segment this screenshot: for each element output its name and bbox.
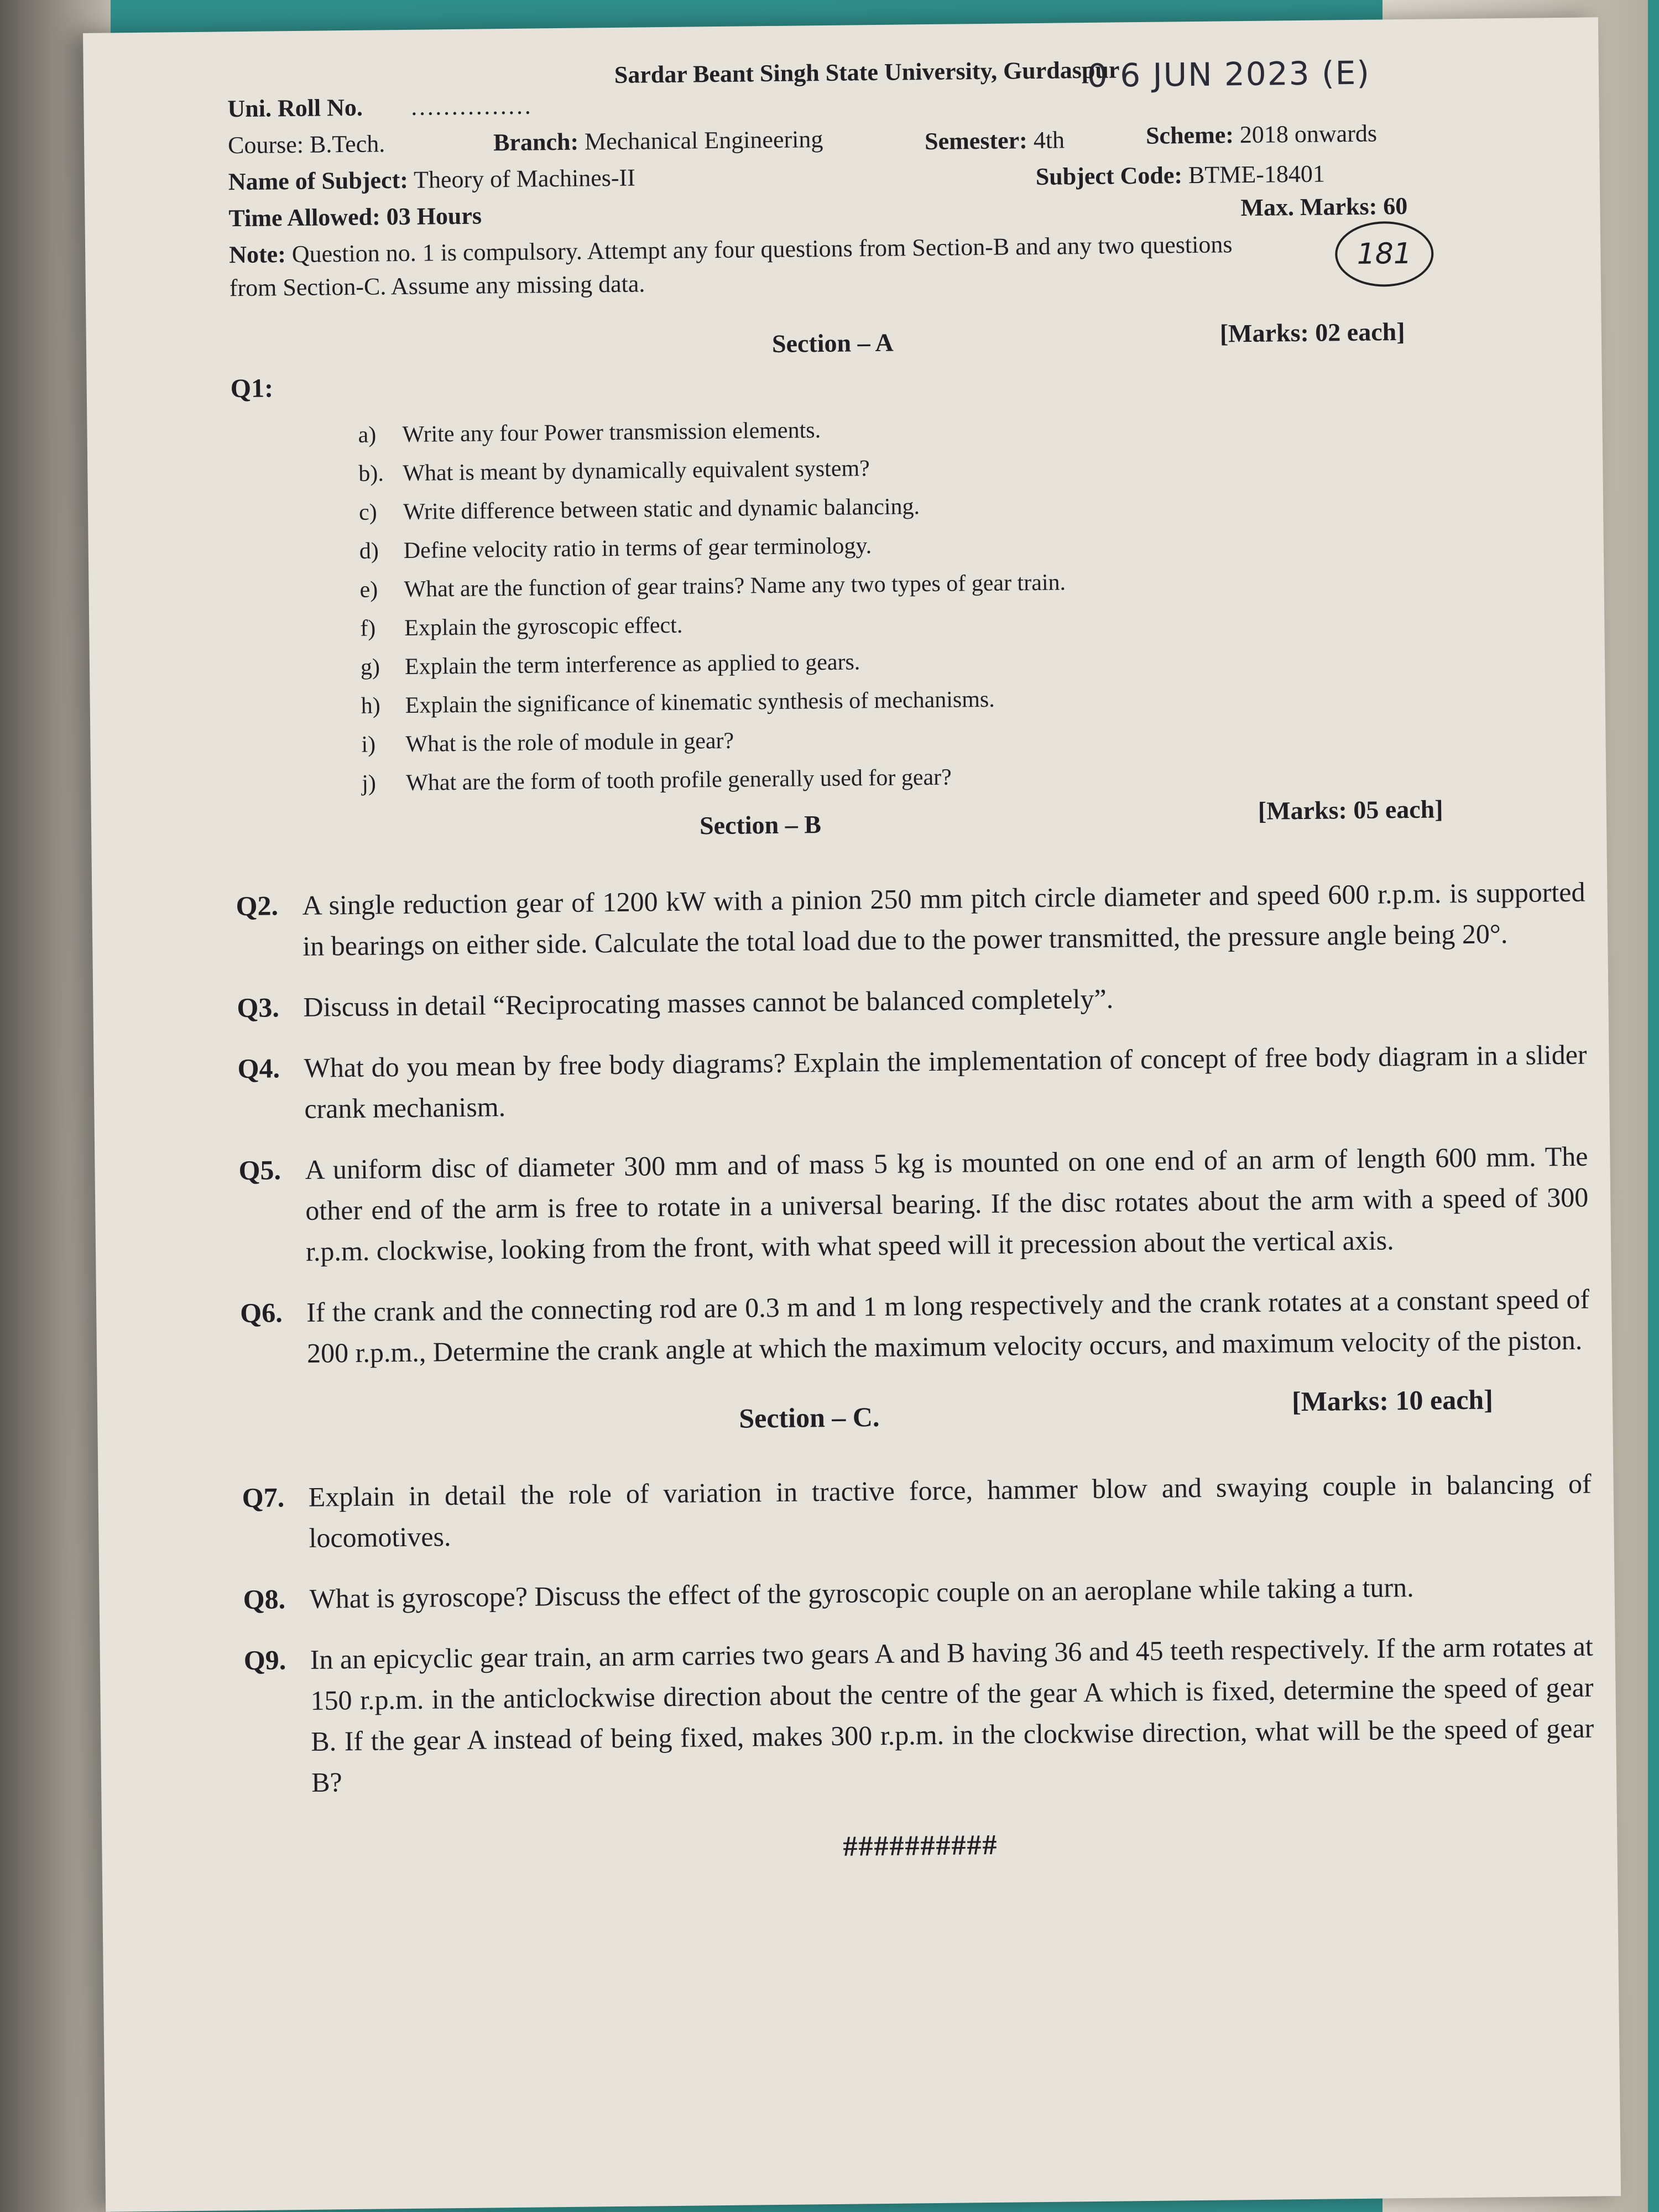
- question: [238, 1136, 1589, 1273]
- paper-content: [227, 51, 1595, 1869]
- branch: [493, 125, 823, 156]
- q1-item-text: Explain the term interference as applied to gears.: [404, 649, 860, 680]
- q1-item-text: Write any four Power transmission elements.: [402, 418, 821, 447]
- question: [243, 1626, 1594, 1804]
- question-number: Q7.: [242, 1481, 285, 1514]
- q1-item-text: Write difference between static and dynamic balancing.: [403, 494, 920, 525]
- course: Course: B.Tech.: [227, 130, 385, 159]
- q1-item-label: h): [361, 693, 381, 719]
- section-a-title: Section – A: [771, 328, 894, 358]
- scheme: [1146, 119, 1377, 150]
- semester: [925, 126, 1065, 155]
- question-number: Q5.: [238, 1154, 281, 1186]
- note-text-1: Question no. 1 is compulsory. Attempt any four questions from Section-B and any two questions: [291, 231, 1233, 268]
- q1-item-label: g): [360, 654, 380, 680]
- question-text: A single reduction gear of 1200 kW with a pinion 250 mm pitch circle diameter and speed 600 r.p.m. is supported in bearings on either side. Calculate the total load due to the power transmitted, the pressure angle being 20°.: [302, 876, 1585, 962]
- q1-item-label: b).: [358, 461, 384, 487]
- marks-value: 60: [1383, 192, 1408, 220]
- question-number: Q4.: [237, 1052, 280, 1084]
- note-line-2: from Section-C. Assume any missing data.: [229, 270, 645, 302]
- section-c-header: [241, 1384, 1591, 1458]
- question-text: Explain in detail the role of variation in tractive force, hammer blow and swaying couple in balancing of locomotives.: [308, 1468, 1592, 1553]
- q1-items: [231, 409, 1584, 811]
- scheme-value: 2018 onwards: [1239, 119, 1378, 149]
- q1-item-text: What are the form of tooth profile generally used for gear?: [405, 764, 952, 796]
- question-text: If the crank and the connecting rod are 0.3 m and 1 m long respectively and the crank rotates at a constant speed of 200 r.p.m., Determine the crank angle at which the maximum velocity occurs, and maximum velocity of the piston.: [306, 1283, 1590, 1369]
- university-name: Sardar Beant Singh State University, Gurdaspur: [614, 56, 1120, 88]
- time-value: 03 Hours: [386, 202, 482, 231]
- section-c-questions: [242, 1463, 1594, 1804]
- circled-number: 181: [1335, 221, 1434, 287]
- question-text: A uniform disc of diameter 300 mm and of mass 5 kg is mounted on one end of an arm of length 600 mm. The other end of the arm is free to rotate in a universal bearing. If the disc rotates about the arm with a speed of 300 r.p.m. clockwise, looking from the front, with what speed will it precession about the vertical axis.: [305, 1140, 1589, 1267]
- q1-item-label: d): [359, 538, 379, 564]
- note-label: Note:: [228, 241, 286, 269]
- subject: [228, 164, 635, 196]
- end-of-paper-mark: ##########: [843, 1829, 998, 1863]
- roll-label: Uni. Roll No.: [227, 93, 363, 123]
- question-text: What do you mean by free body diagrams? Explain the implementation of concept of free body diagram in a slider crank mechanism.: [304, 1039, 1587, 1124]
- branch-value: Mechanical Engineering: [584, 125, 823, 155]
- question: [243, 1565, 1593, 1620]
- stamp-mark: (E): [1321, 54, 1371, 92]
- section-b-title: Section – B: [699, 810, 822, 840]
- max-marks: [1240, 192, 1407, 222]
- code-label: Subject Code:: [1035, 161, 1183, 190]
- section-c-marks: [Marks: 10 each]: [1291, 1384, 1494, 1417]
- exam-paper: [83, 17, 1621, 2211]
- scheme-label: Scheme:: [1145, 121, 1234, 149]
- subject-value: Theory of Machines-II: [413, 164, 636, 194]
- question: [236, 872, 1585, 968]
- q1-label: Q1:: [230, 373, 274, 404]
- question-number: Q2.: [236, 890, 279, 922]
- q1-item-text: What are the function of gear trains? Name any two types of gear train.: [404, 570, 1066, 602]
- q1-item-label: f): [360, 615, 376, 641]
- time-label: Time Allowed:: [228, 203, 380, 232]
- question-number: Q8.: [243, 1583, 286, 1615]
- section-b-marks: [Marks: 05 each]: [1258, 795, 1443, 825]
- section-a-marks: [Marks: 02 each]: [1219, 317, 1405, 348]
- q1-item-label: a): [358, 422, 377, 448]
- branch-label: Branch:: [493, 128, 579, 156]
- time-allowed: [228, 201, 482, 232]
- semester-value: 4th: [1033, 126, 1065, 154]
- q1-item-text: Define velocity ratio in terms of gear terminology.: [403, 533, 872, 564]
- question-number: Q3.: [237, 992, 280, 1024]
- roll-value: ……………: [410, 92, 532, 121]
- q1-item-text: Explain the gyroscopic effect.: [404, 612, 683, 641]
- section-b-questions: [236, 872, 1590, 1375]
- question: [237, 973, 1587, 1029]
- section-c-title: Section – C.: [739, 1401, 880, 1434]
- question-text: Discuss in detail “Reciprocating masses cannot be balanced completely”.: [303, 983, 1114, 1022]
- question: [242, 1463, 1592, 1559]
- question-number: Q6.: [239, 1297, 283, 1329]
- subject-code: [1036, 159, 1326, 190]
- question: [237, 1034, 1587, 1130]
- q1-item-label: c): [358, 499, 377, 525]
- q1-item-label: j): [361, 770, 377, 796]
- q1-item-text: What is meant by dynamically equivalent system?: [403, 456, 870, 486]
- subject-label: Name of Subject:: [228, 166, 409, 196]
- question-text: In an epicyclic gear train, an arm carries two gears A and B having 36 and 45 teeth respectively. If the arm rotates at 150 r.p.m. in the anticlockwise direction about the centre of the gear A which is fixed, determine the speed of gear B. If the gear A instead of being fixed, makes 300 r.p.m. in the clockwise direction, what will be the speed of gear B?: [310, 1630, 1594, 1798]
- semester-label: Semester:: [924, 127, 1028, 155]
- question-number: Q9.: [243, 1644, 286, 1676]
- question: [240, 1279, 1590, 1375]
- code-value: BTME-18401: [1188, 160, 1326, 189]
- q1-item-text: What is the role of module in gear?: [405, 728, 734, 757]
- marks-label: Max. Marks:: [1240, 192, 1378, 222]
- stamp-date: 0 6 JUN 2023: [1087, 54, 1311, 95]
- q1-item-label: e): [359, 577, 378, 603]
- q1-item-label: i): [361, 732, 376, 758]
- question-text: What is gyroscope? Discuss the effect of the gyroscopic couple on an aeroplane while taking a turn.: [309, 1571, 1414, 1614]
- q1-item-text: Explain the significance of kinematic synthesis of mechanisms.: [405, 686, 995, 718]
- section-b-header: [235, 795, 1585, 866]
